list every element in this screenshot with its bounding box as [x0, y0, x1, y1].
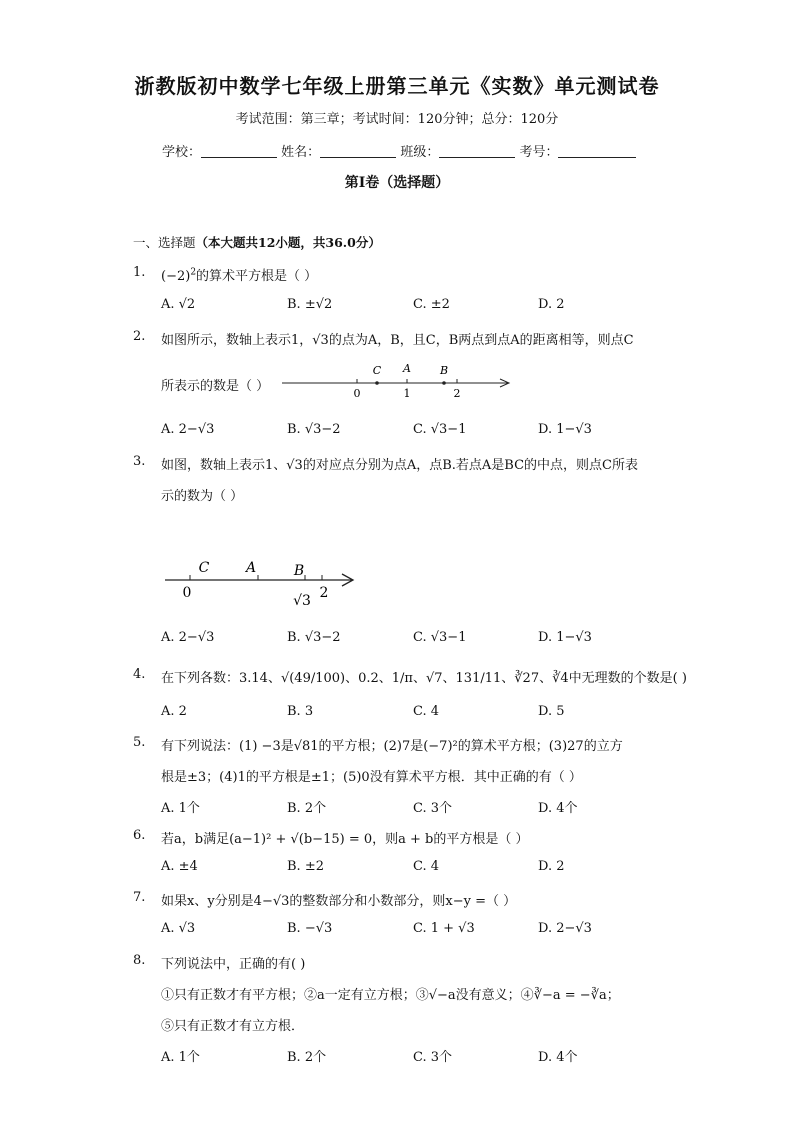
section-detail: （本大题共12小题，共36.0分） [195, 235, 381, 250]
question-stem [161, 265, 317, 284]
question-number: 8. [133, 953, 146, 968]
option-c: C. √3−1 [413, 630, 467, 645]
option-c: C. √3−1 [413, 422, 467, 437]
tick-label-0: 0 [182, 585, 192, 601]
option-b: B. 3 [287, 704, 314, 719]
option-d: D. 2 [538, 297, 565, 312]
section-heading [133, 233, 381, 251]
option-d: D. 1−√3 [538, 630, 592, 645]
option-d: D. 4个 [538, 801, 578, 816]
point-c-label: C [198, 560, 210, 576]
option-b: B. 2个 [287, 1050, 327, 1065]
option-a: A. 2 [161, 704, 187, 719]
question-stem-cont: ①只有正数才有平方根；②a一定有立方根；③√−a没有意义；④∛−a = −∛a； [161, 988, 620, 1003]
option-a: A. √2 [161, 297, 196, 312]
point-a-label: A [245, 560, 257, 576]
question-stem: 在下列各数：3.14、√(49/100)、0.2、1/π、√7、131/11、∛27、∛4中无理数的个数是( ) [161, 671, 687, 686]
question-number: 4. [133, 667, 146, 682]
point-a-label: A [403, 362, 411, 375]
option-d: D. 5 [538, 704, 565, 719]
question-stem: 有下列说法：(1) −3是√81的平方根；(2)7是(−7)²的算术平方根；(3)27的立方 [161, 739, 623, 754]
tick-label-1: 1 [403, 387, 411, 400]
option-c: C. 3个 [413, 801, 453, 816]
id-label: 考号： [519, 145, 559, 160]
option-c: C. 1 + √3 [413, 921, 475, 936]
section-prefix: 一、选择题 [133, 235, 196, 250]
question-number: 3. [133, 454, 146, 469]
option-a: A. ±4 [161, 859, 198, 874]
question-number: 1. [133, 265, 146, 280]
option-b: B. ±√2 [287, 297, 333, 312]
question-stem: 下列说法中，正确的有( ) [161, 957, 306, 972]
option-d: D. 1−√3 [538, 422, 592, 437]
student-info-line [162, 141, 636, 160]
class-label: 班级： [400, 145, 440, 160]
stem-part: 的算术平方根是（ ） [196, 269, 318, 284]
question-stem-cont: 示的数为（ ） [161, 489, 244, 504]
option-b: B. 2个 [287, 801, 327, 816]
option-c: C. 4 [413, 704, 440, 719]
option-c: C. 4 [413, 859, 440, 874]
option-b: B. √3−2 [287, 630, 341, 645]
option-a: A. 2−√3 [161, 422, 215, 437]
stem-sup: 2 [190, 267, 197, 278]
number-line-figure [280, 360, 520, 402]
class-blank [439, 145, 515, 158]
option-b: B. ±2 [287, 859, 324, 874]
id-blank [558, 145, 636, 158]
point-c-label: C [372, 364, 382, 377]
question-stem: 如图所示，数轴上表示1，√3的点为A，B，且C，B两点到点A的距离相等，则点C [161, 333, 634, 348]
question-stem-cont: 根是±3；(4)1的平方根是±1；(5)0没有算术平方根．其中正确的有（ ） [161, 770, 582, 785]
question-stem: 如果x、y分别是4−√3的整数部分和小数部分，则x−y =（ ） [161, 894, 517, 909]
point-b-label: B [293, 563, 305, 579]
question-stem-cont: 所表示的数是（ ） [161, 379, 270, 394]
name-label: 姓名： [281, 145, 321, 160]
number-line-figure [160, 552, 360, 612]
option-c: C. ±2 [413, 297, 450, 312]
question-number: 2. [133, 329, 146, 344]
option-a: A. √3 [161, 921, 196, 936]
tick-label-2: 2 [319, 585, 329, 601]
stem-part: (−2) [161, 269, 191, 284]
school-label: 学校： [162, 145, 202, 160]
question-number: 7. [133, 890, 146, 905]
question-number: 6. [133, 828, 146, 843]
option-d: D. 2 [538, 859, 565, 874]
question-stem-cont: ⑤只有正数才有立方根． [161, 1019, 305, 1034]
question-stem: 若a，b满足(a−1)² + √(b−15) = 0，则a + b的平方根是（ ） [161, 832, 529, 847]
exam-subtitle: 考试范围：第三章；考试时间：120分钟；总分：120分 [235, 112, 559, 127]
option-d: D. 4个 [538, 1050, 578, 1065]
option-b: B. −√3 [287, 921, 333, 936]
question-number: 5. [133, 735, 146, 750]
question-stem: 如图，数轴上表示1、√3的对应点分别为点A，点B.若点A是BC的中点，则点C所表 [161, 458, 638, 473]
tick-label-2: 2 [453, 387, 461, 400]
option-d: D. 2−√3 [538, 921, 592, 936]
option-a: A. 1个 [161, 801, 200, 816]
option-a: A. 1个 [161, 1050, 200, 1065]
option-c: C. 3个 [413, 1050, 453, 1065]
tick-label-sqrt3: √3 [293, 593, 311, 609]
option-b: B. √3−2 [287, 422, 341, 437]
school-blank [201, 145, 277, 158]
tick-label-0: 0 [353, 387, 361, 400]
point-b-label: B [439, 364, 449, 377]
exam-title: 浙教版初中数学七年级上册第三单元《实数》单元测试卷 [134, 74, 660, 98]
option-a: A. 2−√3 [161, 630, 215, 645]
name-blank [320, 145, 396, 158]
volume-heading: 第I卷（选择题） [344, 175, 450, 191]
